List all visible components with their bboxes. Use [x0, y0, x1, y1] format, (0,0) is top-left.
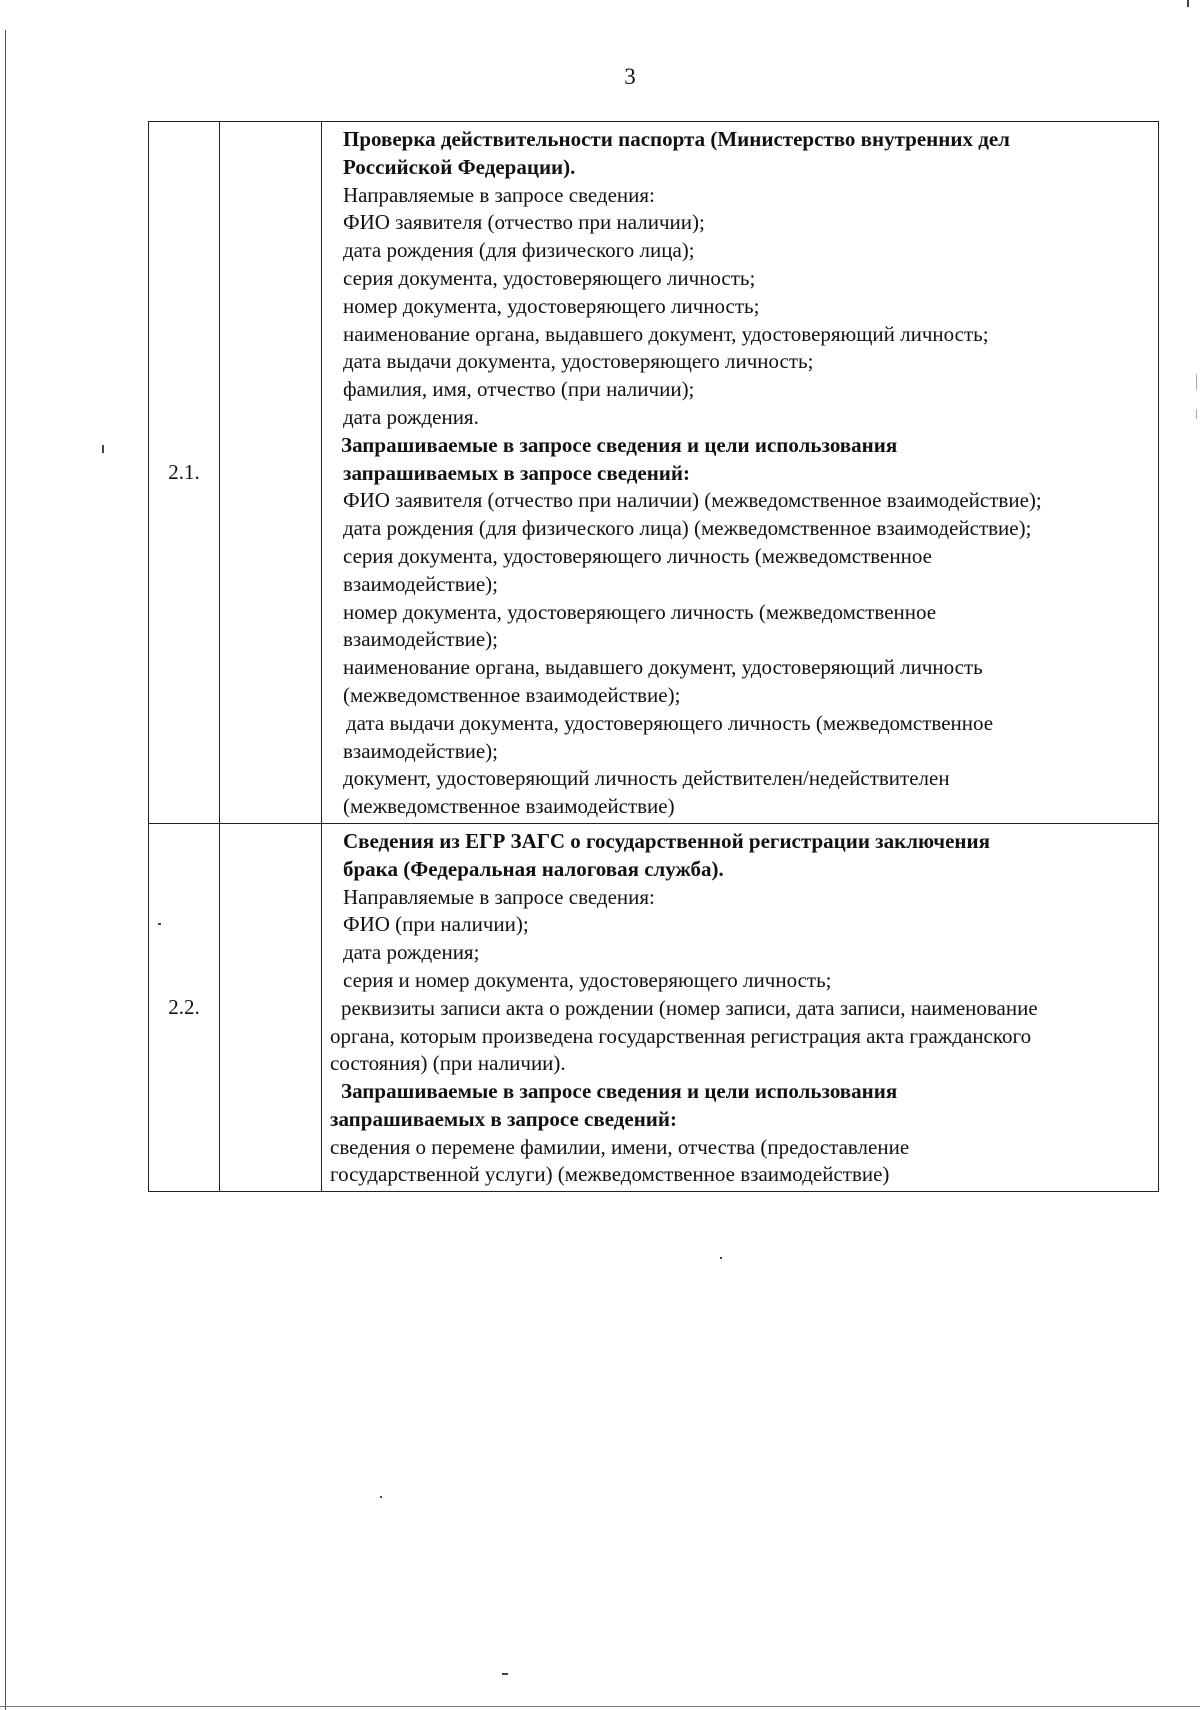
text-line: дата выдачи документа, удостоверяющего личность (межведомственное — [346, 710, 994, 735]
text-line: ФИО заявителя (отчество при наличии) (межведомственное взаимодействие); — [343, 488, 1042, 513]
text-line: документ, удостоверяющий личность действителен/недействителен — [343, 766, 950, 791]
scan-speck — [1196, 409, 1197, 419]
text-line: серия и номер документа, удостоверяющего личность; — [343, 967, 832, 992]
page-number: 3 — [624, 64, 636, 89]
row-number-cell — [149, 823, 220, 1191]
scan-speck — [1196, 374, 1197, 390]
text-line: взаимодействие); — [343, 738, 498, 763]
scan-speck — [102, 445, 104, 453]
text-line: номер документа, удостоверяющего личность; — [343, 293, 760, 318]
table-row — [149, 823, 1159, 1191]
text-line: наименование органа, выдавшего документ, удостоверяющий личность; — [343, 321, 989, 346]
scan-edge-left — [5, 30, 6, 1710]
text-line: состояния) (при наличии). — [330, 1051, 566, 1076]
text-line: Направляемые в запросе сведения: — [343, 182, 655, 207]
description-cell — [322, 122, 1159, 824]
scan-speck — [502, 1673, 508, 1675]
text-line: дата рождения (для физического лица); — [343, 238, 695, 263]
text-line: ФИО заявителя (отчество при наличии); — [343, 210, 705, 235]
text-line: серия документа, удостоверяющего личность (межведомственное — [343, 543, 932, 568]
empty-cell — [220, 823, 322, 1191]
text-line: фамилия, имя, отчество (при наличии); — [343, 377, 695, 402]
description-cell — [322, 823, 1159, 1191]
text-line: дата выдачи документа, удостоверяющего личность; — [343, 349, 814, 374]
data-table — [148, 121, 1159, 1192]
section-heading-line: Запрашиваемые в запросе сведения и цели использования — [341, 1079, 898, 1104]
scan-speck — [1187, 0, 1189, 7]
empty-cell — [220, 122, 322, 824]
text-line: реквизиты записи акта о рождении (номер записи, дата записи, наименование — [341, 995, 1038, 1020]
section-heading-line: запрашиваемых в запросе сведений: — [343, 460, 691, 485]
text-line: дата рождения (для физического лица) (межведомственное взаимодействие); — [343, 516, 1032, 541]
text-line: органа, которым произведена государственная регистрация акта гражданского — [330, 1023, 1032, 1048]
text-line: сведения о перемене фамилии, имени, отчества (предоставление — [330, 1134, 910, 1159]
section-heading-line: брака (Федеральная налоговая служба). — [343, 856, 724, 881]
text-line: (межведомственное взаимодействие); — [343, 682, 681, 707]
text-line: взаимодействие); — [343, 627, 498, 652]
text-line: Направляемые в запросе сведения: — [343, 884, 655, 909]
text-line: номер документа, удостоверяющего личность (межведомственное — [343, 599, 937, 624]
scan-speck — [720, 1257, 722, 1259]
text-line: дата рождения; — [343, 940, 480, 965]
text-line: ФИО (при наличии); — [343, 912, 529, 937]
scan-edge-bottom — [0, 1706, 1200, 1707]
row-number: 2.2. — [168, 995, 200, 1020]
section-heading-line: Сведения из ЕГР ЗАГС о государственной регистрации заключения — [343, 828, 990, 853]
row-number: 2.1. — [168, 459, 200, 484]
text-line: взаимодействие); — [343, 571, 498, 596]
text-line: наименование органа, выдавшего документ, удостоверяющий личность — [343, 655, 983, 680]
section-heading-line: Запрашиваемые в запросе сведения и цели использования — [341, 432, 898, 457]
row-number-cell — [149, 122, 220, 824]
table-row — [149, 122, 1159, 824]
section-heading-line: Проверка действительности паспорта (Министерство внутренних дел — [343, 127, 1010, 151]
section-heading-line: Российской Федерации). — [343, 154, 576, 179]
text-line: дата рождения. — [343, 404, 479, 429]
text-line: государственной услуги) (межведомственное взаимодействие) — [330, 1162, 890, 1187]
section-heading-line: запрашиваемых в запросе сведений: — [330, 1106, 678, 1131]
scan-speck — [380, 1496, 382, 1498]
text-line: (межведомственное взаимодействие) — [343, 794, 675, 819]
text-line: серия документа, удостоверяющего личность; — [343, 265, 756, 290]
